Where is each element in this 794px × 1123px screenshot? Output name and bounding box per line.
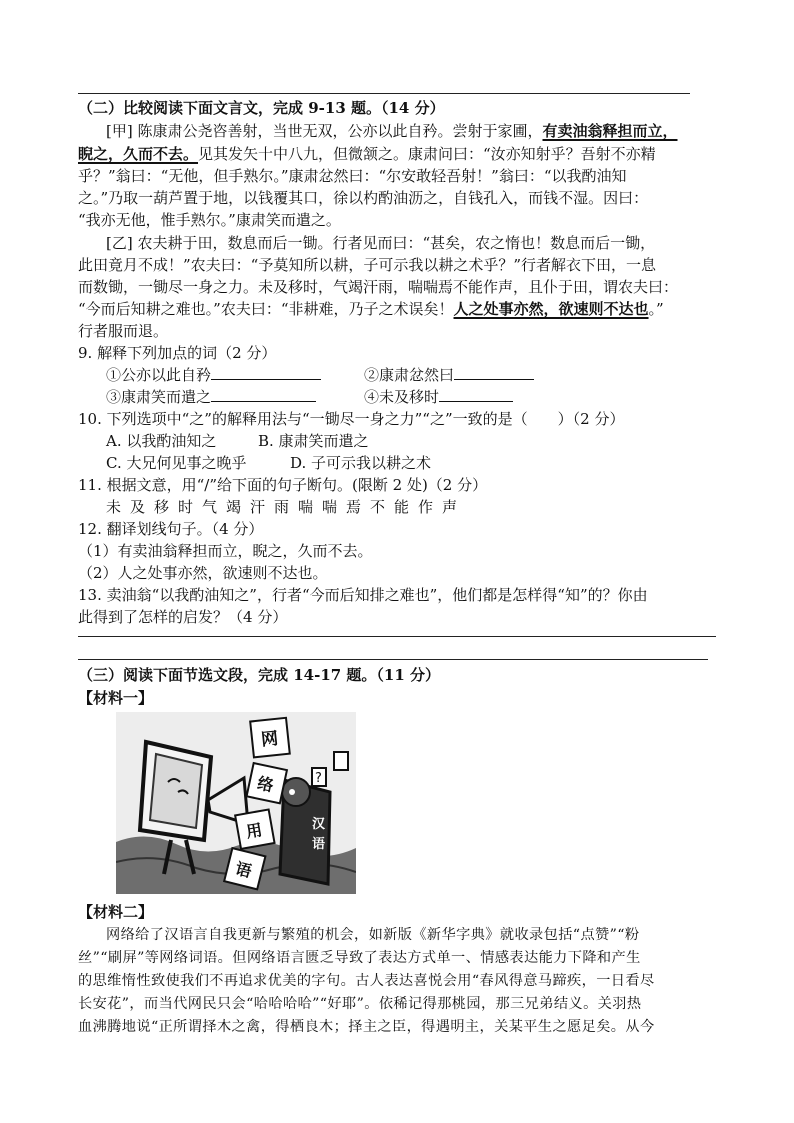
q13-line-2: 此得到了怎样的启发？（4 分）: [78, 608, 288, 626]
yi-line-3: 而数锄，一锄尽一身之力。未及移时，气竭汗雨，喘喘焉不能作声，且仆于田，谓农夫曰：: [78, 278, 679, 296]
section3-heading: （三）阅读下面节选文段，完成 14-17 题。（11 分）: [78, 666, 441, 684]
jia-line-2: [78, 144, 656, 164]
jia-line-1: [106, 121, 678, 141]
material1-label: 【材料一】: [78, 689, 154, 707]
jia-underlined-2: 睨之，久而不去。: [78, 145, 199, 163]
monitor-screen: [150, 754, 202, 828]
card-yong: [235, 809, 274, 848]
q9-item-b: [364, 365, 534, 385]
q9-blank-d[interactable]: [439, 387, 513, 402]
book-label-han: 汉: [312, 817, 326, 832]
book-eye: [289, 789, 295, 795]
q9-item-c: [106, 387, 316, 407]
q11-sentence: 未及移时气竭汗雨喘喘焉不能作声: [106, 498, 467, 516]
material2-line-3: 的思维惰性致使我们不再追求优美的字句。古人表达喜悦会用“春风得意马蹄疾，一日看尽: [78, 973, 655, 989]
jia-text-1a: [甲] 陈康肃公尧咨善射，当世无双，公亦以此自矜。尝射于家圃，: [106, 122, 543, 140]
yi-underlined: 人之处事亦然，欲速则不达也: [453, 300, 649, 318]
yi-line-4: [78, 299, 664, 319]
jia-text-2b: 见其发矢十中八九，但微颔之。康肃问曰：“汝亦知射乎？吾射不亦精: [198, 145, 656, 163]
jia-line-3: 乎？”翁曰：“无他，但手熟尔。”康肃忿然曰：“尔安敢轻吾射！”翁曰：“以我酌油知: [78, 167, 627, 185]
q10-option-a[interactable]: A. 以我酌油知之: [106, 432, 217, 450]
answer-line-1[interactable]: [78, 636, 716, 637]
card-yong-text: 用: [244, 820, 264, 842]
q9-blank-a[interactable]: [211, 365, 321, 380]
question-bubble-2: [334, 752, 348, 770]
card-yu-text: 语: [233, 858, 254, 882]
yi-text-4a: “今而后知耕之难也。”农夫曰：“非耕难，乃子之术误矣！: [78, 300, 454, 318]
material2-line-2: 丝”“刷屏”等网络词语。但网络语言匮乏导致了表达方式单一、情感表达能力下降和产生: [78, 950, 641, 966]
card-luo: [247, 763, 287, 803]
yi-line-1: [乙] 农夫耕于田，数息而后一锄。行者见而曰：“甚矣，农之惰也！数息而后一锄，: [106, 234, 656, 252]
question-mark-icon: ?: [315, 771, 322, 786]
jia-underlined-1: 有卖油翁释担而立，: [542, 122, 678, 140]
top-divider: [78, 93, 690, 94]
q9-item-c-text: ③康肃笑而遣之: [106, 388, 212, 406]
material2-line-1: 网络给了汉语言自我更新与繁殖的机会，如新版《新华字典》就收录包括“点赞”“粉: [106, 927, 640, 943]
section2-heading: （二）比较阅读下面文言文，完成 9-13 题。（14 分）: [78, 99, 445, 117]
q9-item-b-text: ②康肃忿然曰: [364, 366, 455, 384]
cartoon-illustration: [116, 712, 356, 894]
q10-option-c[interactable]: C. 大兄何见事之晚乎: [106, 454, 247, 472]
q10-stem: 10. 下列选项中“之”的解释用法与“一锄尽一身之力”“之”一致的是（ ）（2 分）: [78, 410, 625, 428]
book-head: [282, 778, 310, 806]
q10-option-b[interactable]: B. 康肃笑而遣之: [258, 432, 369, 450]
q12-sentence-1: （1）有卖油翁释担而立，睨之，久而不去。: [78, 542, 373, 560]
answer-line-2[interactable]: [78, 659, 708, 660]
q10-option-d[interactable]: D. 子可示我以耕之术: [290, 454, 432, 472]
book-label-yu: 语: [312, 837, 326, 852]
yi-line-2: 此田竟月不成！”农夫曰：“予莫知所以耕，子可示我以耕之术乎？”行者解衣下田，一息: [78, 256, 657, 274]
material2-line-4: 长安花”，而当代网民只会“哈哈哈哈”“好耶”。依稀记得那桃园，那三兄弟结义。关羽热: [78, 996, 642, 1012]
card-luo-text: 络: [255, 773, 276, 796]
q13-line-1: 13. 卖油翁“以我酌油知之”，行者“今而后知排之难也”，他们都是怎样得“知”的？你由: [78, 586, 648, 604]
q9-item-d: [364, 387, 513, 407]
jia-line-4: 之。”乃取一葫芦置于地，以钱覆其口，徐以杓酌油沥之，自钱孔入，而钱不湿。因曰：: [78, 189, 649, 207]
card-wang: [250, 718, 290, 758]
cartoon-svg: [116, 712, 356, 894]
q9-item-a-text: ①公亦以此自矜: [106, 366, 212, 384]
yi-line-5: 行者服而退。: [78, 322, 169, 340]
q9-stem: 9. 解释下列加点的词（2 分）: [78, 344, 277, 362]
card-yu: [224, 848, 265, 889]
material2-line-5: 血沸腾地说“正所谓择木之禽，得栖良木；择主之臣，得遇明主，关某平生之愿足矣。从今: [78, 1019, 655, 1035]
card-wang-text: 网: [260, 728, 280, 751]
q12-sentence-2: （2）人之处事亦然，欲速则不达也。: [78, 564, 328, 582]
q9-blank-b[interactable]: [454, 365, 534, 380]
q12-stem: 12. 翻译划线句子。（4 分）: [78, 520, 264, 538]
yi-text-4b: 。”: [648, 300, 664, 318]
material2-label: 【材料二】: [78, 903, 154, 921]
q11-stem: 11. 根据文意，用“/”给下面的句子断句。(限断 2 处)（2 分）: [78, 476, 488, 494]
jia-line-5: “我亦无他，惟手熟尔。”康肃笑而遣之。: [78, 211, 341, 229]
q9-item-d-text: ④未及移时: [364, 388, 440, 406]
q9-item-a: [106, 365, 321, 385]
q9-blank-c[interactable]: [211, 387, 316, 402]
